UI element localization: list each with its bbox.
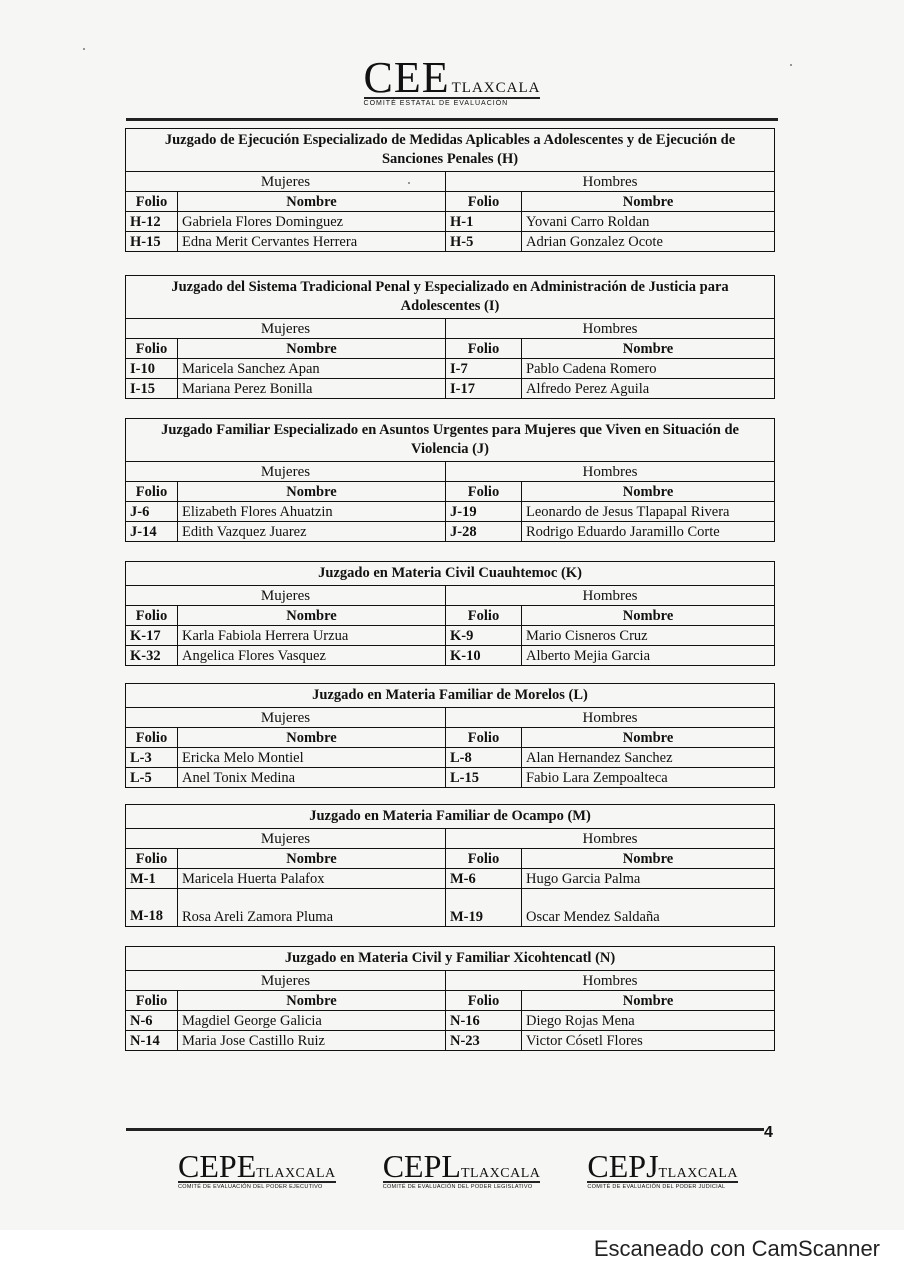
folio-cell: H-15 [126, 232, 178, 252]
name-header: Nombre [522, 482, 775, 502]
logo-main: CEPJ [587, 1148, 659, 1184]
folio-cell: I-17 [446, 379, 522, 399]
name-cell: Hugo Garcia Palma [522, 869, 775, 889]
name-cell: Maricela Sanchez Apan [178, 359, 446, 379]
name-cell: Magdiel George Galicia [178, 1011, 446, 1031]
logo-subtitle: COMITÉ DE EVALUACIÓN DEL PODER EJECUTIVO [178, 1181, 336, 1190]
name-cell: Rosa Areli Zamora Pluma [178, 889, 446, 927]
court-title: Juzgado en Materia Civil Cuauhtemoc (K) [126, 562, 775, 586]
name-header: Nombre [178, 606, 446, 626]
folio-cell: K-10 [446, 646, 522, 666]
court-title: Juzgado del Sistema Tradicional Penal y Especializado en Administración de Justicia para Adolescentes (I) [126, 276, 775, 319]
page-number: 4 [764, 1124, 773, 1141]
logo-subtitle: COMITÉ DE EVALUACIÓN DEL PODER JUDICIAL [587, 1181, 738, 1190]
name-cell: Maria Jose Castillo Ruiz [178, 1031, 446, 1051]
folio-cell: I-15 [126, 379, 178, 399]
folio-cell: M-19 [446, 889, 522, 927]
women-header: Mujeres [126, 586, 446, 606]
court-table [125, 946, 775, 1051]
name-cell: Leonardo de Jesus Tlapapal Rivera [522, 502, 775, 522]
men-header: Hombres [446, 829, 775, 849]
name-header: Nombre [522, 849, 775, 869]
court-title: Juzgado en Materia Familiar de Ocampo (M) [126, 805, 775, 829]
folio-cell: K-17 [126, 626, 178, 646]
name-cell: Alberto Mejia Garcia [522, 646, 775, 666]
name-cell: Yovani Carro Roldan [522, 212, 775, 232]
court-title: Juzgado Familiar Especializado en Asuntos Urgentes para Mujeres que Viven en Situación de Violencia (J) [126, 419, 775, 462]
folio-header: Folio [126, 849, 178, 869]
folio-cell: M-6 [446, 869, 522, 889]
folio-header: Folio [446, 482, 522, 502]
folio-header: Folio [446, 849, 522, 869]
women-header: Mujeres [126, 829, 446, 849]
name-header: Nombre [178, 849, 446, 869]
table-row [126, 748, 775, 768]
name-header: Nombre [178, 339, 446, 359]
table-row [126, 646, 775, 666]
women-header: Mujeres [126, 708, 446, 728]
name-cell: Pablo Cadena Romero [522, 359, 775, 379]
court-block-l [125, 683, 774, 788]
name-cell: Edna Merit Cervantes Herrera [178, 232, 446, 252]
folio-cell: L-3 [126, 748, 178, 768]
folio-cell: J-28 [446, 522, 522, 542]
folio-cell: M-18 [126, 889, 178, 927]
logo-place: TLAXCALA [658, 1166, 738, 1181]
header-rule [126, 118, 778, 121]
table-row [126, 626, 775, 646]
folio-cell: N-14 [126, 1031, 178, 1051]
table-row [126, 232, 775, 252]
name-cell: Alfredo Perez Aguila [522, 379, 775, 399]
men-header: Hombres [446, 708, 775, 728]
folio-header: Folio [446, 991, 522, 1011]
court-block-i [125, 275, 774, 399]
logo-place: TLAXCALA [460, 1166, 541, 1181]
folio-cell: I-10 [126, 359, 178, 379]
table-row [126, 889, 775, 927]
women-header: Mujeres [126, 172, 446, 192]
folio-cell: H-5 [446, 232, 522, 252]
folio-header: Folio [126, 482, 178, 502]
name-header: Nombre [178, 482, 446, 502]
folio-cell: L-5 [126, 768, 178, 788]
men-header: Hombres [446, 462, 775, 482]
folio-cell: L-15 [446, 768, 522, 788]
name-cell: Rodrigo Eduardo Jaramillo Corte [522, 522, 775, 542]
court-block-m [125, 804, 774, 927]
folio-header: Folio [446, 339, 522, 359]
folio-header: Folio [446, 192, 522, 212]
name-cell: Angelica Flores Vasquez [178, 646, 446, 666]
folio-cell: J-14 [126, 522, 178, 542]
camscanner-watermark: Escaneado con CamScanner [593, 1236, 880, 1261]
folio-cell: N-6 [126, 1011, 178, 1031]
table-row [126, 1031, 775, 1051]
name-cell: Anel Tonix Medina [178, 768, 446, 788]
table-row [126, 768, 775, 788]
court-block-j [125, 418, 774, 542]
name-header: Nombre [178, 192, 446, 212]
table-row [126, 379, 775, 399]
logo-main: CEPE [178, 1148, 257, 1184]
name-cell: Karla Fabiola Herrera Urzua [178, 626, 446, 646]
logo-subtitle: COMITÉ ESTATAL DE EVALUACIÓN [364, 97, 541, 107]
women-header: Mujeres [126, 971, 446, 991]
women-header: Mujeres [126, 462, 446, 482]
court-table [125, 128, 775, 252]
name-cell: Mario Cisneros Cruz [522, 626, 775, 646]
name-header: Nombre [522, 339, 775, 359]
men-header: Hombres [446, 586, 775, 606]
folio-cell: K-32 [126, 646, 178, 666]
logo-main: CEPL [382, 1148, 461, 1184]
name-cell: Maricela Huerta Palafox [178, 869, 446, 889]
logo-place: TLAXCALA [451, 80, 541, 96]
logo-subtitle: COMITÉ DE EVALUACIÓN DEL PODER LEGISLATIVO [383, 1181, 541, 1190]
name-header: Nombre [522, 606, 775, 626]
name-cell: Fabio Lara Zempoalteca [522, 768, 775, 788]
name-cell: Elizabeth Flores Ahuatzin [178, 502, 446, 522]
folio-header: Folio [446, 606, 522, 626]
folio-cell: I-7 [446, 359, 522, 379]
logo-cepl [383, 1148, 541, 1190]
men-header: Hombres [446, 172, 775, 192]
footer-logos [178, 1148, 738, 1190]
name-cell: Oscar Mendez Saldaña [522, 889, 775, 927]
folio-header: Folio [126, 339, 178, 359]
court-table [125, 683, 775, 788]
court-table [125, 561, 775, 666]
table-row [126, 522, 775, 542]
table-row [126, 502, 775, 522]
men-header: Hombres [446, 971, 775, 991]
name-header: Nombre [522, 991, 775, 1011]
folio-cell: N-23 [446, 1031, 522, 1051]
name-cell: Diego Rojas Mena [522, 1011, 775, 1031]
folio-cell: J-6 [126, 502, 178, 522]
folio-cell: H-1 [446, 212, 522, 232]
court-table [125, 275, 775, 399]
name-cell: Victor Cósetl Flores [522, 1031, 775, 1051]
name-header: Nombre [522, 728, 775, 748]
folio-header: Folio [126, 728, 178, 748]
court-title: Juzgado en Materia Civil y Familiar Xicohtencatl (N) [126, 947, 775, 971]
folio-cell: M-1 [126, 869, 178, 889]
court-block-k [125, 561, 774, 666]
court-title: Juzgado en Materia Familiar de Morelos (L) [126, 684, 775, 708]
folio-cell: L-8 [446, 748, 522, 768]
name-header: Nombre [178, 728, 446, 748]
name-cell: Alan Hernandez Sanchez [522, 748, 775, 768]
folio-header: Folio [126, 991, 178, 1011]
folio-header: Folio [126, 192, 178, 212]
folio-cell: K-9 [446, 626, 522, 646]
scan-speck [83, 48, 85, 50]
court-table [125, 418, 775, 542]
name-header: Nombre [522, 192, 775, 212]
logo-place: TLAXCALA [256, 1166, 336, 1181]
folio-header: Folio [126, 606, 178, 626]
folio-cell: N-16 [446, 1011, 522, 1031]
name-cell: Gabriela Flores Dominguez [178, 212, 446, 232]
logo-cepj [587, 1148, 738, 1190]
women-header: Mujeres [126, 319, 446, 339]
table-row [126, 869, 775, 889]
men-header: Hombres [446, 319, 775, 339]
name-cell: Ericka Melo Montiel [178, 748, 446, 768]
name-cell: Adrian Gonzalez Ocote [522, 232, 775, 252]
table-row [126, 1011, 775, 1031]
name-cell: Mariana Perez Bonilla [178, 379, 446, 399]
table-row [126, 212, 775, 232]
logo-main: CEE [363, 53, 450, 102]
header-logo [0, 52, 904, 110]
footer-rule [126, 1128, 764, 1131]
name-cell: Edith Vazquez Juarez [178, 522, 446, 542]
folio-cell: H-12 [126, 212, 178, 232]
court-block-n [125, 946, 774, 1051]
folio-cell: J-19 [446, 502, 522, 522]
court-title: Juzgado de Ejecución Especializado de Medidas Aplicables a Adolescentes y de Ejecución de Sanciones Penales (H) [126, 129, 775, 172]
logo-cepe [178, 1148, 336, 1190]
court-table [125, 804, 775, 927]
table-row [126, 359, 775, 379]
court-block-h [125, 128, 774, 252]
name-header: Nombre [178, 991, 446, 1011]
folio-header: Folio [446, 728, 522, 748]
